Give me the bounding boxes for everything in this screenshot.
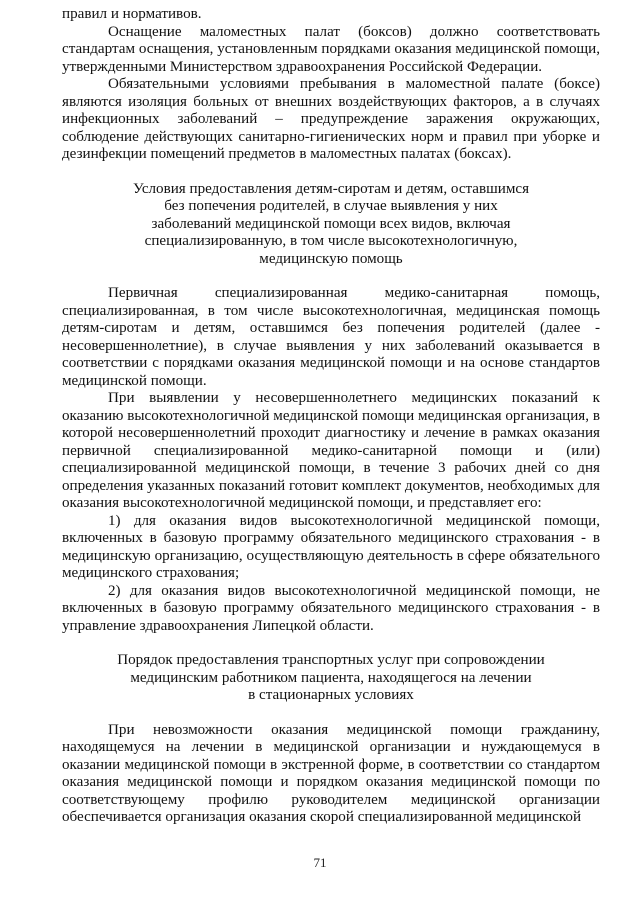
heading-line: медицинским работником пациента, находящегося на лечении [130,669,532,686]
heading-line: заболеваний медицинской помощи всех видов, включая [151,215,511,232]
heading-line: специализированную, в том числе высокотехнологичную, [144,233,518,249]
section-heading-transport [62,652,600,705]
paragraph-transport: При невозможности оказания медицинской помощи гражданину, находящемуся на лечении в медицинской организации и нуждающемуся в оказании медицинской помощи в экстренной форме, в соответствии со стандартом оказания медицинской помощи и порядком оказания медицинской помощи по соответствующему профилю руководителем медицинской организации обеспечивается организация оказания скорой специализированной медицинской [62,721,600,825]
section-heading-orphans [62,181,600,269]
paragraph-conditions: Обязательными условиями пребывания в маломестной палате (боксе) являются изоляция больных от внешних воздействующих факторов, а в случаях инфекционных заболеваний – предупреждение заражения окружающих, соблюдение действующих санитарно-гигиенических норм и правил при уборке и дезинфекции помещений предметов в маломестных палатах (боксах). [62,76,600,162]
paragraph-primary-care: Первичная специализированная медико-санитарная помощь, специализированная, в том числе высокотехнологичная, медицинская помощь детям-сиротам и детям, оставшимся без попечения родителей (далее - несовершеннолетние), в случае выявления у них заболеваний оказывается в соответствии с порядками оказания медицинской помощи и на основе стандартов медицинской помощи. [62,285,600,389]
heading-line: Условия предоставления детям-сиротам и детям, оставшимся [132,180,530,197]
list-item-2: 2) для оказания видов высокотехнологичной медицинской помощи, не включенных в базовую программу обязательного медицинского страхования - в управление здравоохранения Липецкой области. [62,582,600,634]
heading-line: в стационарных условиях [248,687,414,703]
heading-line: без попечения родителей, в случае выявления у них [164,198,498,214]
paragraph-high-tech: При выявлении у несовершеннолетнего медицинских показаний к оказанию высокотехнологичной медицинской помощи медицинская организация, в которой несовершеннолетний проходит диагностику и лечение в рамках оказания первичной специализированной медико-санитарной помощи и (или) специализированной медицинской помощи, в течение 3 рабочих дней со дня определения указанных показаний готовит комплект документов, необходимых для оказания высокотехнологичной медицинской помощи, и представляет его: [62,390,600,511]
document-body [62,6,600,827]
list-item-1: 1) для оказания видов высокотехнологичной медицинской помощи, включенных в базовую программу обязательного медицинского страхования - в медицинскую организацию, осуществляющую деятельность в сфере обязательного медицинского страхования; [62,512,600,581]
heading-line: Порядок предоставления транспортных услуг при сопровождении [117,652,545,668]
paragraph-continuation: правил и нормативов. [62,6,202,22]
heading-line: медицинскую помощь [259,250,403,267]
page-number: 71 [313,855,327,870]
paragraph-equipment: Оснащение маломестных палат (боксов) должно соответствовать стандартам оснащения, установленным порядками оказания медицинской помощи, утвержденными Министерством здравоохранения Российской Федерации. [62,23,600,75]
